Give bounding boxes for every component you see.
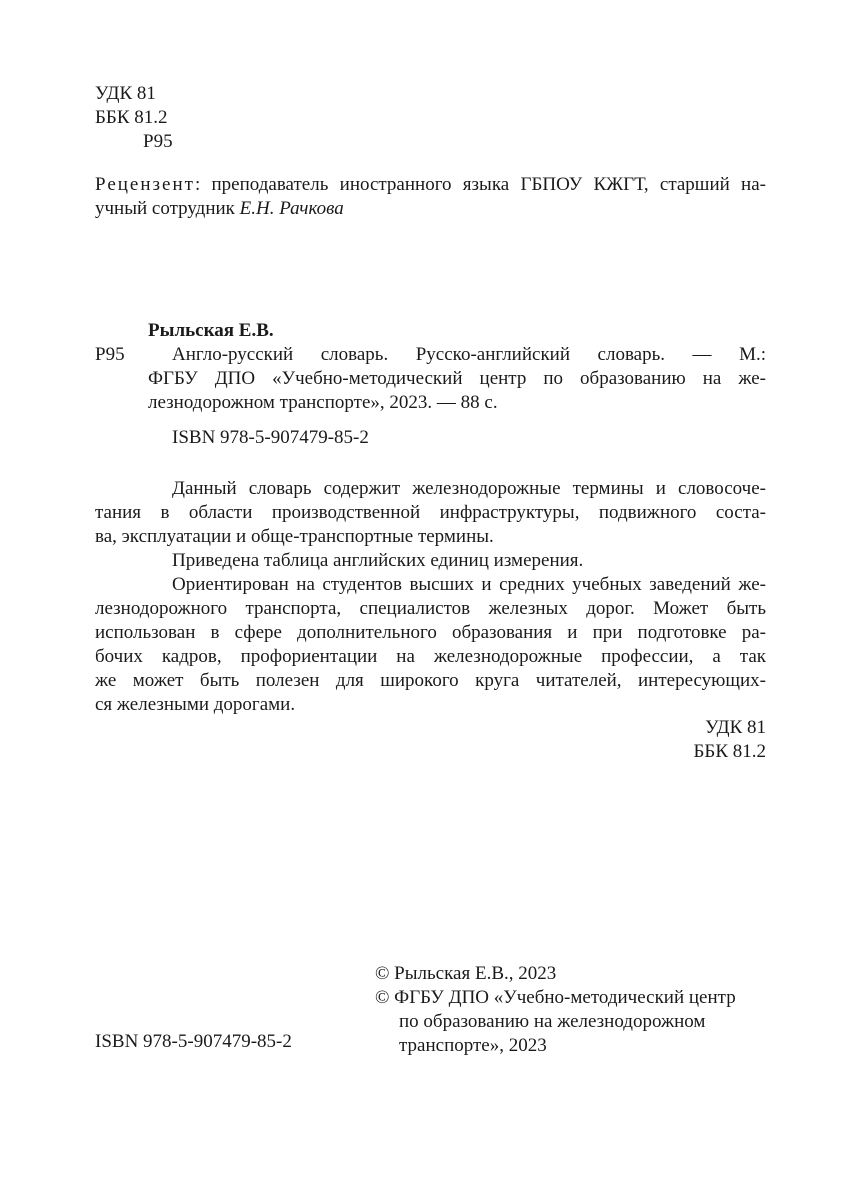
reviewer-text: : преподаватель иностранного языка ГБПОУ КЖГТ, старший на- — [194, 174, 766, 195]
annotation — [95, 477, 766, 717]
annotation-line: Данный словарь содержит железнодорожные термины и словосоче- — [172, 478, 766, 499]
biblio-line-2: ФГБУ ДПО «Учебно-методический центр по образованию на же- — [148, 368, 766, 389]
annotation-line: же может быть полезен для широкого круга читателей, интересующих- — [95, 670, 766, 691]
annotation-line: использован в сфере дополнительного образования и при подготовке ра- — [95, 622, 766, 643]
biblio-line-1: Англо-русский словарь. Русско-английский словарь. — М.: — [172, 344, 766, 365]
copyright-block — [375, 962, 775, 1058]
annotation-line: Ориентирован на студентов высших и средних учебных заведений же- — [172, 574, 766, 595]
bibliographic-description — [148, 343, 766, 415]
udk-code: УДК 81 — [705, 717, 766, 738]
annotation-line: ва, эксплуатации и обще-транспортные термины. — [95, 526, 494, 547]
biblio-author-mark: Р95 — [95, 344, 125, 365]
copyright-publisher-cont: транспорте», 2023 — [399, 1035, 547, 1056]
annotation-line: бочих кадров, профориентации на железнодорожные профессии, а так — [95, 646, 766, 667]
copyright-publisher: © ФГБУ ДПО «Учебно-методический центр — [375, 987, 736, 1008]
udk-code: УДК 81 — [95, 83, 156, 104]
isbn: ISBN 978-5-907479-85-2 — [172, 427, 369, 448]
biblio-line-3: лезнодорожном транспорте», 2023. — 88 с. — [148, 392, 498, 413]
annotation-line: ся железными дорогами. — [95, 694, 296, 715]
classification-codes-bottom — [600, 716, 766, 764]
author-heading: Рыльская Е.В. — [148, 320, 274, 341]
annotation-line: лезнодорожного транспорта, специалистов железных дорог. Может быть — [95, 598, 766, 619]
annotation-line: Приведена таблица английских единиц измерения. — [172, 550, 584, 571]
annotation-line: тания в области производственной инфраструктуры, подвижного соста- — [95, 502, 766, 523]
bbk-code: ББК 81.2 — [95, 107, 168, 128]
reviewer-label: Рецензент — [95, 174, 195, 195]
copyright-author: © Рыльская Е.В., 2023 — [375, 963, 557, 984]
reviewer-line-1 — [95, 173, 766, 197]
reviewer-name: Е.Н. Рачкова — [239, 198, 344, 219]
isbn-bottom: ISBN 978-5-907479-85-2 — [95, 1031, 292, 1052]
reviewer-line-2 — [95, 197, 766, 221]
reviewer-text-2: учный сотрудник — [95, 198, 240, 219]
author-mark: Р95 — [143, 131, 173, 152]
reviewer-note — [95, 173, 766, 221]
classification-codes-top — [95, 82, 173, 154]
bbk-code: ББК 81.2 — [693, 741, 766, 762]
copyright-publisher-cont: по образованию на железнодорожном — [399, 1011, 706, 1032]
